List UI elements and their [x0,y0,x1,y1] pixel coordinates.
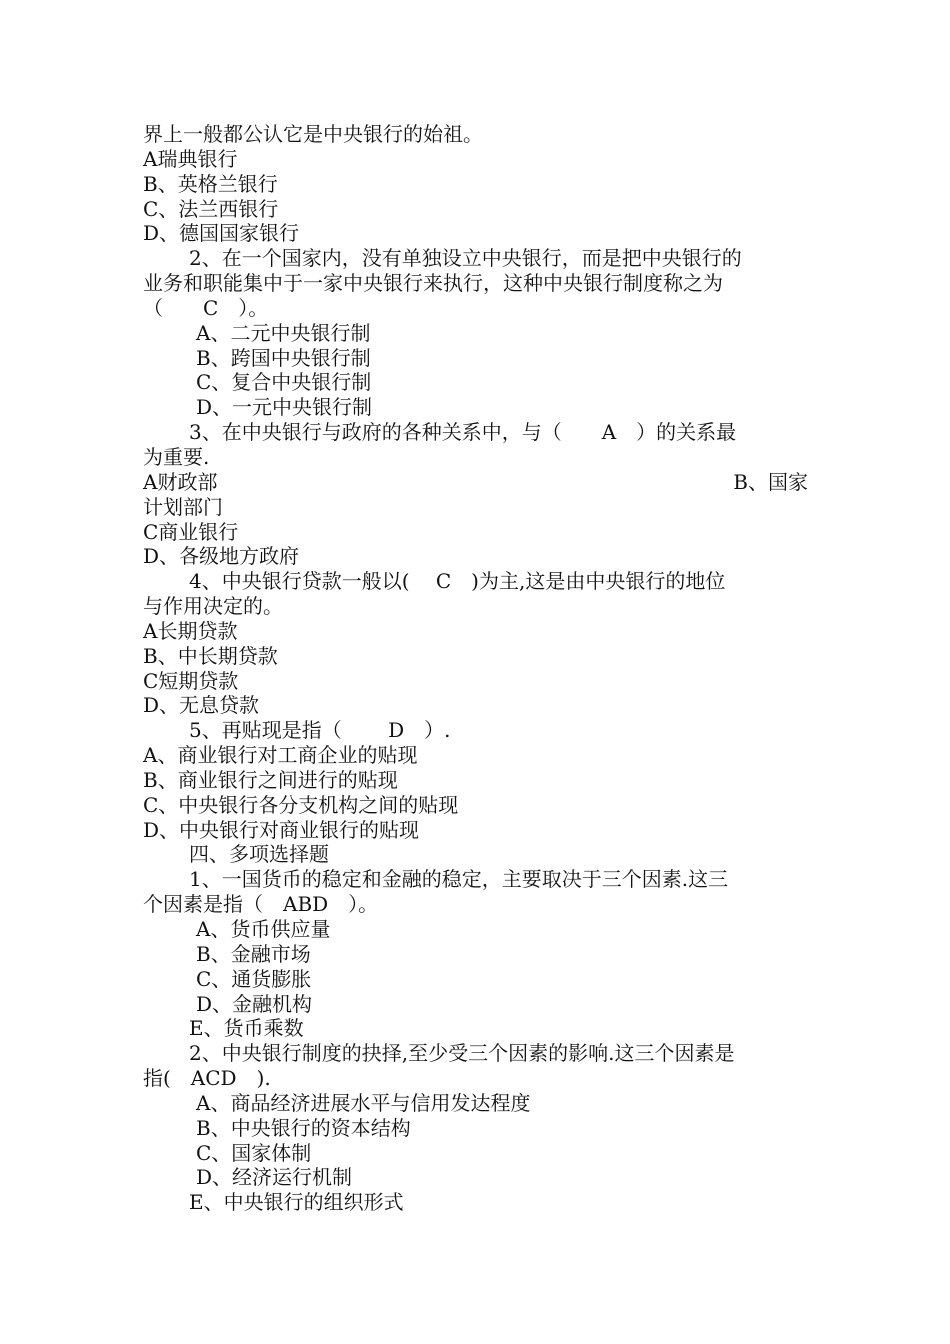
option-line: C、中央银行各分支机构之间的贴现 [143,792,459,817]
option-line: A、货币供应量 [196,917,331,941]
option-line: D、金融机构 [196,991,313,1016]
question-line: 2、在一个国家内，没有单独设立中央银行，而是把中央银行的 [189,246,742,271]
text-line: 个因素是指（ ABD ）。 [143,892,379,917]
text-line: 计划部门 [143,494,223,519]
section-heading: 四、多项选择题 [189,842,329,867]
option-row [143,470,808,495]
option-line: D、无息贷款 [143,693,260,718]
option-line: D、各级地方政府 [143,544,300,569]
question-line: 2、中央银行制度的抉择,至少受三个因素的影响.这三个因素是 [189,1041,735,1066]
option-line: D、德国国家银行 [143,221,300,246]
option-line: C商业银行 [143,519,239,544]
option-line: C、通货膨胀 [196,966,312,991]
option-line: D、一元中央银行制 [196,395,373,420]
question-line: 1、一国货币的稳定和金融的稳定，主要取决于三个因素.这三 [189,867,729,892]
option-line: A、二元中央银行制 [196,320,371,345]
option-line: B、中长期贷款 [143,643,278,668]
option-line: A、商业银行对工商企业的贴现 [143,743,418,768]
document-page [143,122,808,1215]
option-line: A、商品经济进展水平与信用发达程度 [196,1090,531,1115]
option-line: B、金融市场 [196,941,311,966]
option-line: B、跨国中央银行制 [196,345,371,370]
question-line: 4、中央银行贷款一般以( C )为主,这是由中央银行的地位 [189,569,726,594]
option-line: E、中央银行的组织形式 [189,1190,404,1215]
option-line: D、中央银行对商业银行的贴现 [143,817,420,842]
option-line: B、商业银行之间进行的贴现 [143,767,398,792]
text-line: 指( ACD ). [143,1066,271,1091]
option-line: B、中央银行的资本结构 [196,1115,411,1140]
option-line: B、英格兰银行 [143,171,278,196]
option-line: A财政部 [143,469,218,494]
option-line: A长期贷款 [143,618,238,643]
option-line: C、复合中央银行制 [196,370,372,395]
question-line: 5、再贴现是指（ D ）. [189,718,451,743]
answer-line: （ C ）。 [143,295,269,320]
option-line: C短期贷款 [143,668,239,693]
option-line: B、国家 [733,469,808,494]
text-line: 业务和职能集中于一家中央银行来执行，这种中央银行制度称之为 [143,271,723,296]
option-line: C、法兰西银行 [143,196,279,221]
text-line: 与作用决定的。 [143,594,283,619]
question-line: 3、在中央银行与政府的各种关系中，与（ A ）的关系最 [189,420,737,445]
text-line: 为重要. [143,444,210,469]
option-line: C、国家体制 [196,1140,312,1165]
option-line: E、货币乘数 [189,1016,304,1041]
option-line: D、经济运行机制 [196,1165,353,1190]
option-line: A瑞典银行 [143,146,238,171]
text-line: 界上一般都公认它是中央银行的始祖。 [143,122,483,146]
